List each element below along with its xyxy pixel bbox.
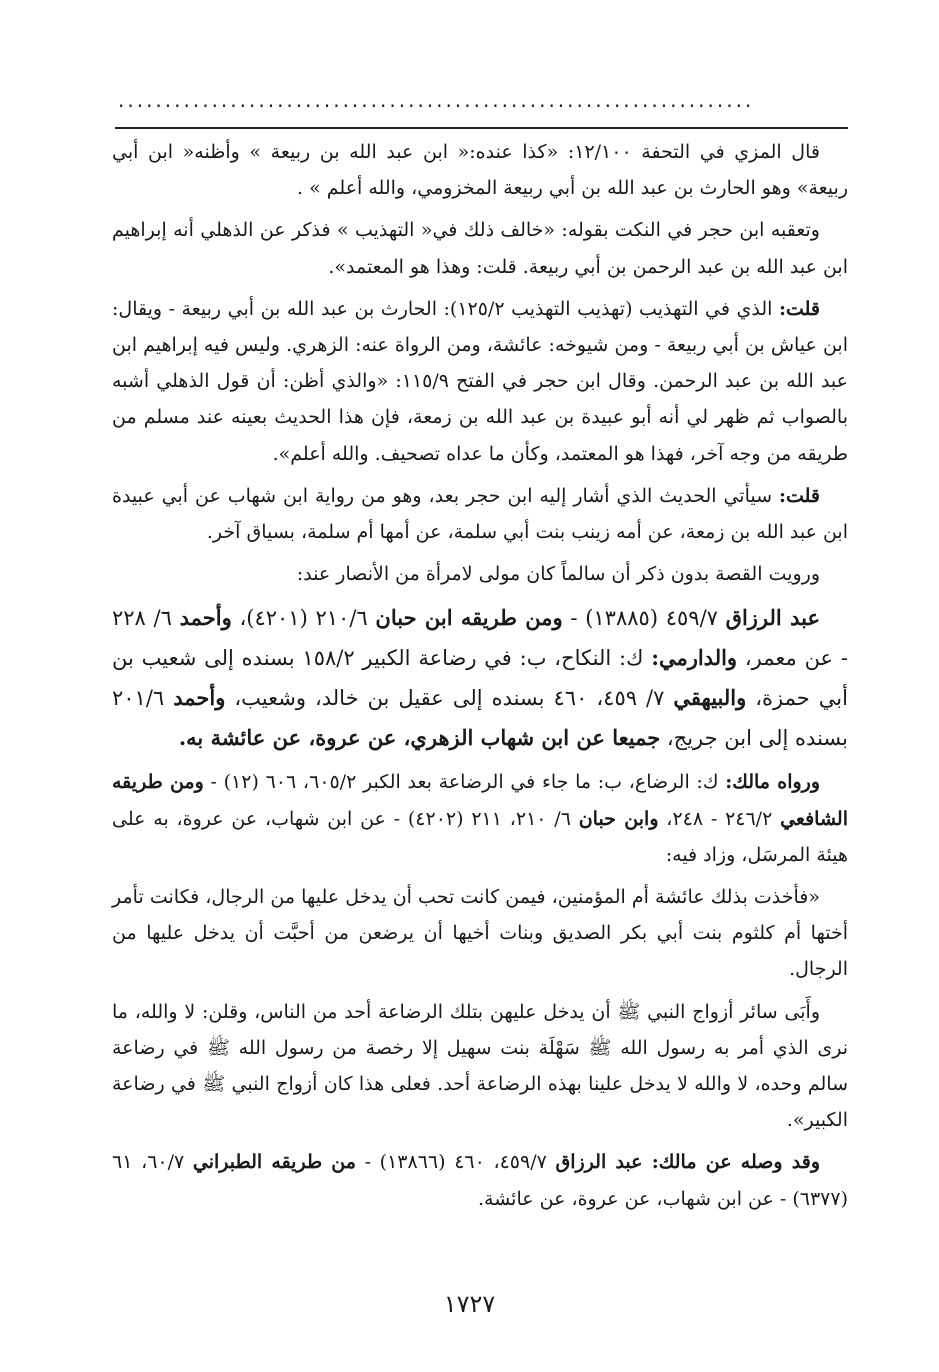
bold-text: وقد وصله عن مالك: عبد الرزاق: [555, 1151, 820, 1174]
text-segment: ٦/ ٢٢٨ - عن معمر،: [112, 606, 848, 671]
bold-text: وأحمد: [179, 605, 232, 631]
bold-text: قلت:: [778, 484, 820, 507]
text-segment: سيأتي الحديث الذي أشار إليه ابن حجر بعد، وهو من رواية ابن شهاب عن أبي عبيدة ابن عبد الله بن زمعة، عن أمه زينب بنت أبي سلمة، عن أمها أم سلمة، بسياق آخر.: [112, 484, 848, 544]
paragraph-p10: [112, 1144, 848, 1216]
bold-text: وأحمد: [173, 685, 226, 711]
text-segment: وتعقبه ابن حجر في النكت بقوله: «خالف ذلك في« التهذيب » فذكر عن الذهلي أنه إبراهيم ابن عبد الله بن عبد الرحمن بن أبي ربيعة. قلت: وهذا هو المعتمد».: [112, 219, 848, 278]
bold-text: والبيهقي: [673, 685, 747, 711]
bold-text: ومن طريقه الشافعي: [112, 771, 848, 830]
text-segment: ٤٥٩/٧ (١٣٨٨٥) -: [562, 606, 726, 631]
bold-text: والدارمي:: [651, 645, 738, 671]
text-segment: ٧/ ٤٥٩، ٤٦٠ بسنده إلى عقيل بن خالد، وشعيب،: [225, 686, 674, 711]
text-segment: ٦٠/٧، ٦١ (٦٣٧٧) - عن ابن شهاب، عن عروة، عن عائشة.: [112, 1151, 848, 1210]
bold-text: قلت:: [778, 297, 820, 320]
bold-text: عبد الرزاق: [725, 605, 820, 631]
paragraph-p2: [112, 212, 848, 284]
paragraph-p9: [112, 994, 848, 1139]
bold-text: من طريقه الطبراني: [192, 1151, 356, 1174]
paragraph-p5: [112, 556, 848, 592]
header-rule: [115, 127, 848, 129]
page-body: [112, 134, 848, 1223]
text-segment: ٦/ ٢١٠، ٢١١ (٤٢٠٢) - عن ابن شهاب، عن عروة، به على هيئة المرسَل، وزاد فيه:: [112, 807, 848, 866]
header-dots: ....................................................................: [118, 88, 755, 112]
text-segment: ٤٥٩/٧، ٤٦٠ (١٣٨٦٦) -: [355, 1151, 556, 1174]
text-segment: ك: النكاح، ب: في رضاعة الكبير ١٥٨/٢ بسنده إلى شعيب بن أبي حمزة،: [112, 646, 848, 711]
bold-text: ومن طريقه ابن حبان: [375, 605, 563, 631]
text-segment: ك: الرضاع، ب: ما جاء في الرضاعة بعد الكبر ٦٠٥/٢، ٦٠٦ (١٢) -: [203, 771, 726, 794]
page-number: ١٧٢٧: [443, 1290, 496, 1318]
text-segment: «فأخذت بذلك عائشة أم المؤمنين، فيمن كانت تحب أن يدخل عليها من الرجال، فكانت تأمر أختها أم كلثوم بنت أبي بكر الصديق وبنات أخيها أن يرضعن من أحبَّت أن يدخل عليها من الرجال.: [112, 886, 848, 981]
text-segment: ٢٠١/٦ بسنده إلى ابن جريج،: [112, 686, 848, 751]
text-segment: ٢٤٦/٢ - ٢٤٨،: [658, 807, 781, 830]
paragraph-p8: [112, 879, 848, 988]
paragraph-p1: [112, 134, 848, 206]
text-segment: ورويت القصة بدون ذكر أن سالماً كان مولى لامرأة من الأنصار عند:: [296, 563, 820, 586]
paragraph-p4: [112, 478, 848, 550]
text-segment: الذي في التهذيب (تهذيب التهذيب ١٢٥/٢): الحارث بن عبد الله بن أبي ربيعة - ويقال: ابن عياش بن أبي ربيعة - ومن شيوخه: عائشة، ومن الرواة عنه: الزهري. وليس فيه إبراهيم ابن عبد الله بن عبد الرحمن. وقال ابن حجر في الفتح ١١٥/٩: «والذي أظن: أن قول الذهلي أشبه بالصواب ثم ظهر لي أنه أبو عبيدة بن عبد الله بن زمعة، فإن هذا الحديث بعينه عند مسلم من طريقه من وجه آخر، فهذا هو المعتمد، وكأن ما عداه تصحيف. والله أعلم».: [112, 297, 849, 465]
bold-text: ورواه مالك:: [725, 771, 821, 794]
bold-text: وابن حبان: [578, 807, 659, 830]
text-segment: وأَبَى سائر أزواج النبي ﷺ أن يدخل عليهن بتلك الرضاعة أحد من الناس، وقلن: لا والله، ما نرى الذي أمر به رسول الله ﷺ سَهْلَة بنت سهيل إلا رخصة من رسول الله ﷺ في رضاعة سالم وحده، لا والله لا يدخل علينا بهذه الرضاعة أحد. فعلى هذا كان أزواج النبي ﷺ في رضاعة الكبير».: [112, 1000, 848, 1132]
paragraph-p3: [112, 291, 848, 472]
bold-text: جميعا عن ابن شهاب الزهري، عن عروة، عن عائشة به.: [178, 725, 661, 751]
text-segment: ٢١٠/٦ (٤٢٠١)،: [231, 606, 376, 631]
text-segment: قال المزي في التحفة ١٢/١٠٠: «كذا عنده:« ابن عبد الله بن ربيعة » وأظنه« ابن أبي ربيعة» وهو الحارث بن عبد الله بن أبي ربيعة المخزومي، والله أعلم » .: [112, 141, 848, 200]
paragraph-p7: [112, 764, 848, 873]
paragraph-p6: [112, 598, 848, 758]
